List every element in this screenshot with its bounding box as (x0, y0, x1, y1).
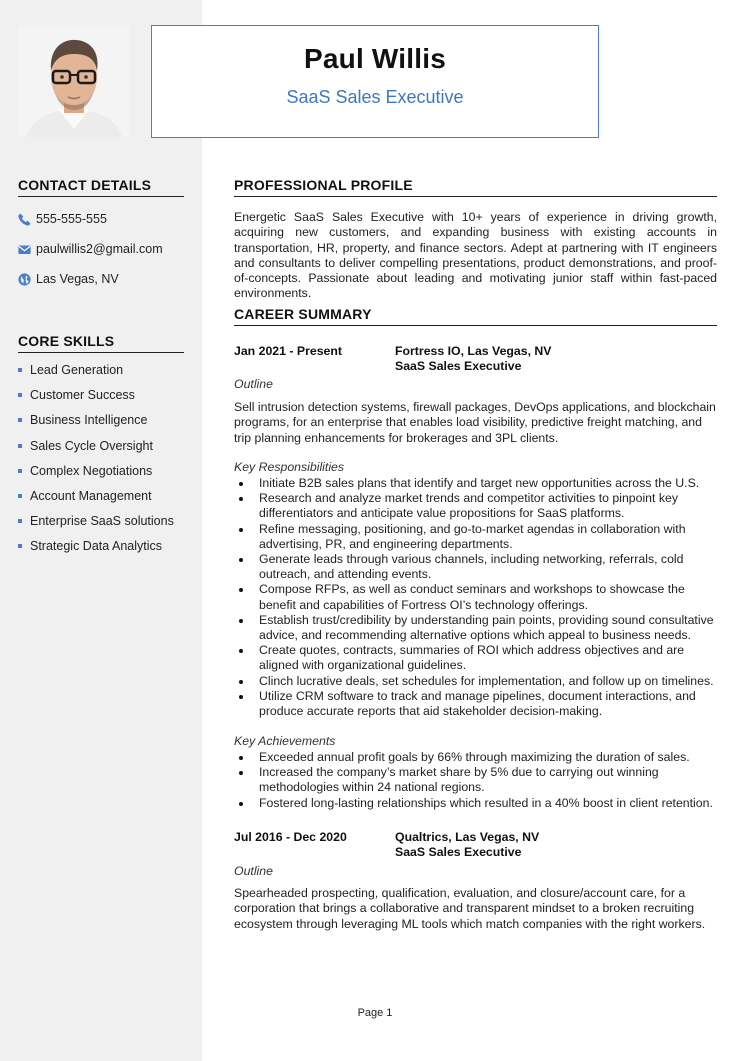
globe-icon (18, 273, 31, 286)
skill-label: Account Management (30, 489, 152, 503)
job-company: Fortress IO, Las Vegas, NV (395, 344, 552, 358)
bullet-square-icon (18, 393, 22, 397)
candidate-name: Paul Willis (304, 43, 446, 74)
list-item: Fostered long-lasting relationships which resulted in a 40% boost in client retention. (234, 796, 717, 811)
list-item: Refine messaging, positioning, and go-to-market agendas in collaboration with advertising, PR, and engineering departments. (234, 522, 717, 552)
phone-text: 555-555-555 (36, 212, 107, 226)
skill-label: Sales Cycle Oversight (30, 439, 153, 453)
location-text: Las Vegas, NV (36, 272, 119, 286)
skill-item (18, 388, 135, 402)
list-item: Establish trust/credibility by understanding pain points, providing sound consultative advice, and recommending alternative options which appeal to business needs. (234, 613, 717, 643)
skill-label: Complex Negotiations (30, 464, 153, 478)
candidate-title: SaaS Sales Executive (286, 87, 464, 107)
contact-location (18, 272, 119, 286)
email-text: paulwillis2@gmail.com (36, 242, 163, 256)
skill-label: Enterprise SaaS solutions (30, 514, 174, 528)
list-item: Research and analyze market trends and competitor activities to pinpoint key differentiators and anticipate value propositions for SaaS platforms. (234, 491, 717, 521)
skill-item (18, 489, 152, 503)
list-item: Generate leads through various channels, including networking, referrals, cold outreach, and attending events. (234, 552, 717, 582)
contact-email (18, 242, 163, 256)
job-dates: Jan 2021 - Present (234, 344, 343, 358)
skill-item (18, 413, 147, 427)
bullet-square-icon (18, 544, 22, 548)
page-number: Page 1 (357, 1007, 393, 1019)
responsibilities-label: Key Responsibilities (234, 460, 345, 474)
list-item: Clinch lucrative deals, set schedules for implementation, and follow up on timelines. (234, 674, 717, 689)
career-heading: CAREER SUMMARY (234, 306, 717, 326)
bullet-square-icon (18, 494, 22, 498)
job-company-block (395, 344, 552, 375)
list-item: Increased the company’s market share by 5% due to carrying out winning methodologies within 24 national regions. (234, 765, 717, 795)
bullet-square-icon (18, 519, 22, 523)
outline-label: Outline (234, 864, 273, 878)
outline-label: Outline (234, 377, 273, 391)
contact-phone (18, 212, 107, 226)
skill-label: Strategic Data Analytics (30, 539, 163, 553)
profile-heading: PROFESSIONAL PROFILE (234, 177, 717, 197)
job-company-block (395, 830, 539, 861)
bullet-square-icon (18, 444, 22, 448)
job-outline: Sell intrusion detection systems, firewall packages, DevOps applications, and blockchain programs, for an enterprise that enables load visibility, predictive freight matching, and trip planning enhancements for brokerages and 3PL clients. (234, 400, 716, 445)
skill-item (18, 439, 153, 453)
job-dates: Jul 2016 - Dec 2020 (234, 830, 347, 844)
skill-label: Customer Success (30, 388, 135, 402)
name-box (151, 25, 599, 138)
skill-item (18, 464, 152, 478)
responsibilities-list (234, 476, 717, 719)
bullet-square-icon (18, 469, 22, 473)
profile-text: Energetic SaaS Sales Executive with 10+ years of experience in driving growth, acquiring new customers, and expanding business with existing accounts in transportation, HR, property, and finance sectors. Adept at partnering with IT engineers and consultants to deliver compelling presentations, product demonstrations, and proof-of-concepts. Passionate about leading and motivating junior staff within fast-paced environments. (234, 210, 717, 301)
skills-heading: CORE SKILLS (18, 333, 184, 353)
envelope-icon (18, 243, 31, 256)
bullet-square-icon (18, 418, 22, 422)
skill-item (18, 363, 123, 377)
skill-label: Lead Generation (30, 363, 124, 377)
profile-photo (18, 25, 130, 137)
list-item: Exceeded annual profit goals by 66% through maximizing the duration of sales. (234, 750, 717, 765)
skill-label: Business Intelligence (30, 413, 148, 427)
job-company: Qualtrics, Las Vegas, NV (395, 830, 540, 844)
achievements-list (234, 750, 717, 811)
contact-heading: CONTACT DETAILS (18, 177, 184, 197)
bullet-square-icon (18, 368, 22, 372)
skill-item (18, 514, 174, 528)
list-item: Create quotes, contracts, summaries of ROI which address objectives and are aligned with organizational guidelines. (234, 643, 717, 673)
skill-item (18, 539, 162, 553)
list-item: Initiate B2B sales plans that identify and target new opportunities across the U.S. (234, 476, 717, 491)
phone-icon (18, 213, 31, 226)
sidebar (0, 0, 202, 1061)
job-role: SaaS Sales Executive (395, 359, 522, 374)
job-role: SaaS Sales Executive (395, 845, 522, 860)
list-item: Compose RFPs, as well as conduct seminars and workshops to showcase the benefit and capabilities of Fortress OI’s technology offerings. (234, 582, 717, 612)
job-outline: Spearheaded prospecting, qualification, evaluation, and closure/account care, for a corporation that brings a collaborative and transparent mindset to a broken recruiting ecosystem through leveraging ML tools which match companies with the right workers. (234, 886, 706, 931)
list-item: Utilize CRM software to track and manage pipelines, document interactions, and produce accurate reports that aid stakeholder decision-making. (234, 689, 717, 719)
achievements-label: Key Achievements (234, 734, 336, 748)
